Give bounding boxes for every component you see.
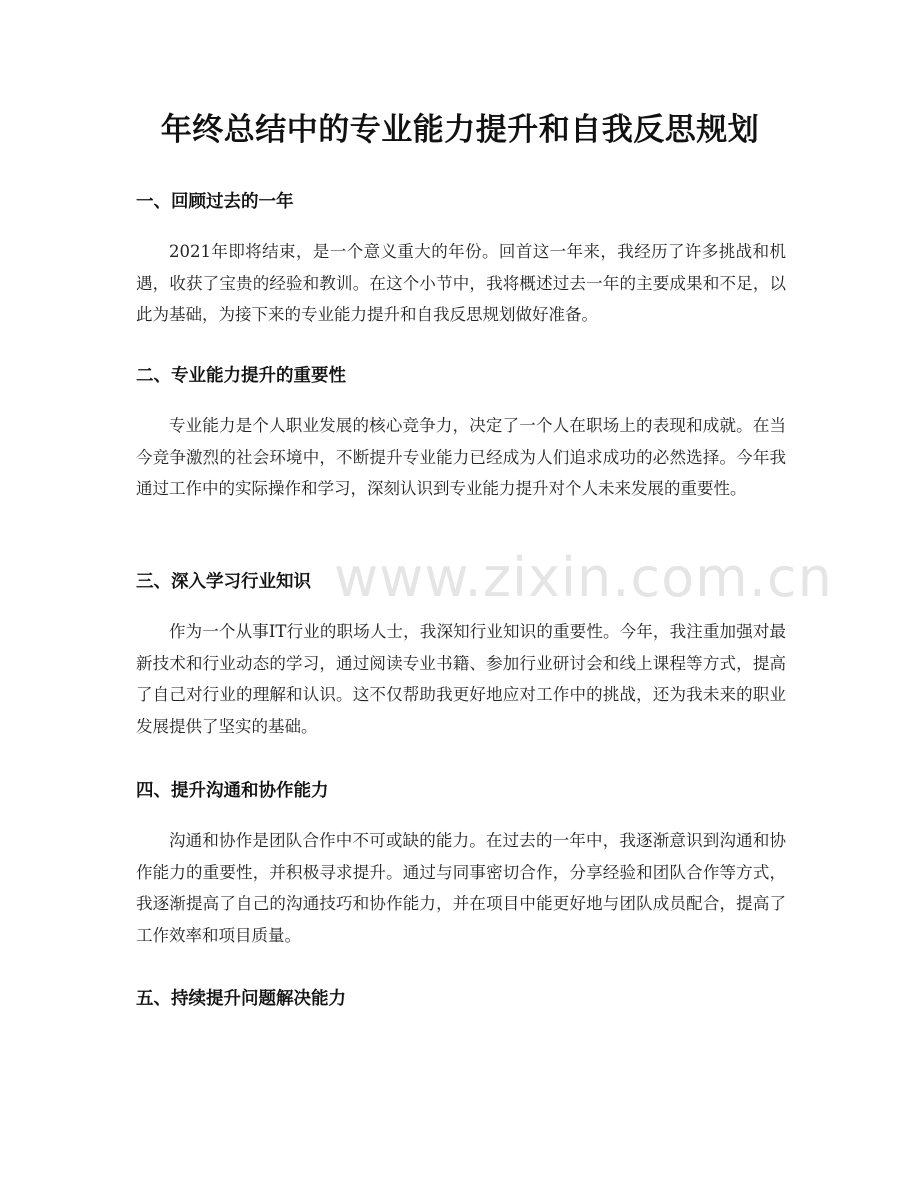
section-body-1: 2021年即将结束，是一个意义重大的年份。回首这一年来，我经历了许多挑战和机遇，收获了宝贵的经验和教训。在这个小节中，我将概述过去一年的主要成果和不足，以此为基础，为接下来的专业能力提升和自我反思规划做好准备。 bbox=[136, 242, 786, 324]
section-body-3: 作为一个从事IT行业的职场人士，我深知行业知识的重要性。今年，我注重加强对最新技术和行业动态的学习，通过阅读专业书籍、参加行业研讨会和线上课程等方式，提高了自己对行业的理解和认识。这不仅帮助我更好地应对工作中的挑战，还为我未来的职业发展提供了坚实的基础。 bbox=[136, 622, 786, 736]
section-heading-5: 五、持续提升问题解决能力 bbox=[136, 989, 346, 1009]
watermark-text: www.zixin.com.cn bbox=[334, 546, 833, 609]
document-title: 年终总结中的专业能力提升和自我反思规划 bbox=[160, 112, 760, 148]
section-heading-4: 四、提升沟通和协作能力 bbox=[136, 781, 329, 801]
section-heading-3: 三、深入学习行业知识 bbox=[136, 572, 311, 592]
section-body-2: 专业能力是个人职业发展的核心竞争力，决定了一个人在职场上的表现和成就。在当今竞争激烈的社会环境中，不断提升专业能力已经成为人们追求成功的必然选择。今年我通过工作中的实际操作和学习，深刻认识到专业能力提升对个人未来发展的重要性。 bbox=[136, 416, 786, 498]
section-heading-1: 一、回顾过去的一年 bbox=[136, 192, 294, 212]
section-body-4: 沟通和协作是团队合作中不可或缺的能力。在过去的一年中，我逐渐意识到沟通和协作能力的重要性，并积极寻求提升。通过与同事密切合作，分享经验和团队合作等方式，我逐渐提高了自己的沟通技巧和协作能力，并在项目中能更好地与团队成员配合，提高了工作效率和项目质量。 bbox=[136, 831, 786, 945]
section-heading-2: 二、专业能力提升的重要性 bbox=[136, 366, 346, 386]
